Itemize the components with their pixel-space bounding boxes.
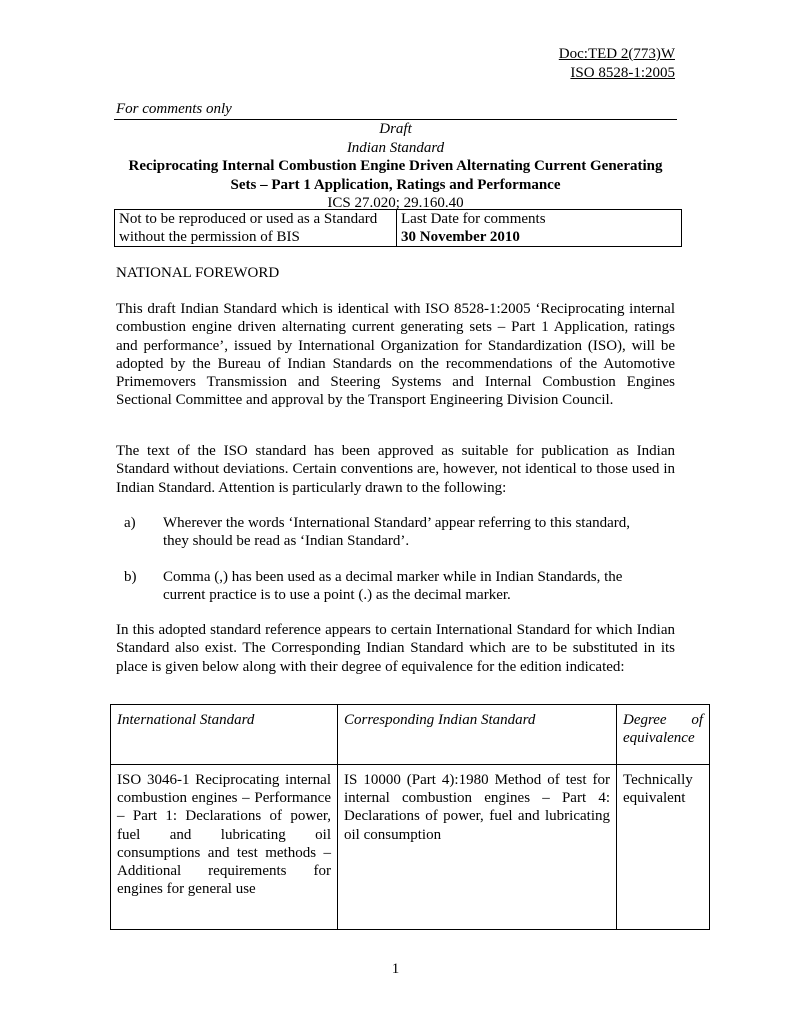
degree-line-1: Technically	[623, 772, 693, 788]
header-degree-line-1: Degree of	[623, 712, 703, 728]
list-item-label: a)	[124, 515, 136, 531]
list-item-line: Comma (,) has been used as a decimal marker while in Indian Standards, the	[163, 569, 623, 585]
header-corresponding-indian-standard: Corresponding Indian Standard	[338, 705, 617, 765]
iso-number: ISO 8528-1:2005	[570, 65, 675, 81]
foreword-paragraph-3: In this adopted standard reference appears to certain International Standard for which Indian Standard also exist. The Corresponding Indian Standard which are to be substituted in its place is given below along with their degree of equivalence for the edition indicated:	[116, 622, 675, 675]
header-degree-line-2: equivalence	[623, 730, 695, 747]
table-row	[111, 765, 710, 930]
page-number: 1	[391, 961, 400, 977]
cell-degree-of-equivalence	[617, 765, 710, 930]
degree-line-2: equivalent	[623, 790, 686, 807]
list-item-text	[163, 514, 663, 551]
reproduction-notice-table	[114, 209, 682, 247]
title-block	[114, 120, 677, 213]
equivalence-table	[110, 704, 710, 930]
document-reference	[559, 45, 675, 83]
reproduction-notice-line-1: Not to be reproduced or used as a Standard	[119, 211, 378, 227]
header-degree-of-equivalence	[617, 705, 710, 765]
reproduction-notice-cell	[115, 210, 397, 247]
cell-international-standard: ISO 3046-1 Reciprocating internal combustion engines – Performance – Part 1: Declarations of power, fuel and lubricating oil consumptions and test methods – Additional requirements for engines for general use	[111, 765, 338, 930]
comments-only-note: For comments only	[116, 101, 232, 117]
section-heading: NATIONAL FOREWORD	[116, 265, 280, 281]
comments-deadline-cell	[397, 210, 682, 247]
foreword-paragraph-2: The text of the ISO standard has been approved as suitable for publication as Indian Standard without deviations. Certain conventions are, however, not identical to those used in Indian Standard. Attention is particularly drawn to the following:	[116, 443, 675, 496]
reproduction-notice-line-2: without the permission of BIS	[119, 229, 300, 245]
cell-corresponding-indian-standard: IS 10000 (Part 4):1980 Method of test for internal combustion engines – Part 4: Declarations of power, fuel and lubricating oil consumption	[338, 765, 617, 930]
list-item-line: they should be read as ‘Indian Standard’.	[163, 533, 410, 550]
header-international-standard: International Standard	[111, 705, 338, 765]
list-item-label: b)	[124, 569, 137, 585]
ics-code: ICS 27.020; 29.160.40	[327, 195, 464, 211]
table-header-row	[111, 705, 710, 765]
document-title-line-1: Reciprocating Internal Combustion Engine Driven Alternating Current Generating	[128, 158, 663, 174]
list-item-text	[163, 568, 663, 605]
draft-label: Draft	[379, 121, 412, 137]
indian-standard-label: Indian Standard	[346, 139, 445, 156]
doc-number: Doc:TED 2(773)W	[558, 46, 675, 62]
list-item-line: Wherever the words ‘International Standard’ appear referring to this standard,	[163, 515, 631, 531]
list-item-line: current practice is to use a point (.) as the decimal marker.	[163, 587, 511, 604]
foreword-paragraph-1: This draft Indian Standard which is identical with ISO 8528-1:2005 ‘Reciprocating internal combustion engine driven alternating current generating sets – Part 1 Application, ratings and performance’, issued by International Organization for Standardization (ISO), will be adopted by the Bureau of Indian Standards on the recommendations of the Automotive Primemovers Transmission and Steering Systems and Internal Combustion Engines Sectional Committee and approval by the Transport Engineering Division Council.	[116, 301, 675, 409]
comments-deadline-label: Last Date for comments	[401, 211, 546, 227]
document-title-line-2: Sets – Part 1 Application, Ratings and Performance	[230, 176, 561, 193]
comments-deadline-date: 30 November 2010	[401, 229, 520, 245]
